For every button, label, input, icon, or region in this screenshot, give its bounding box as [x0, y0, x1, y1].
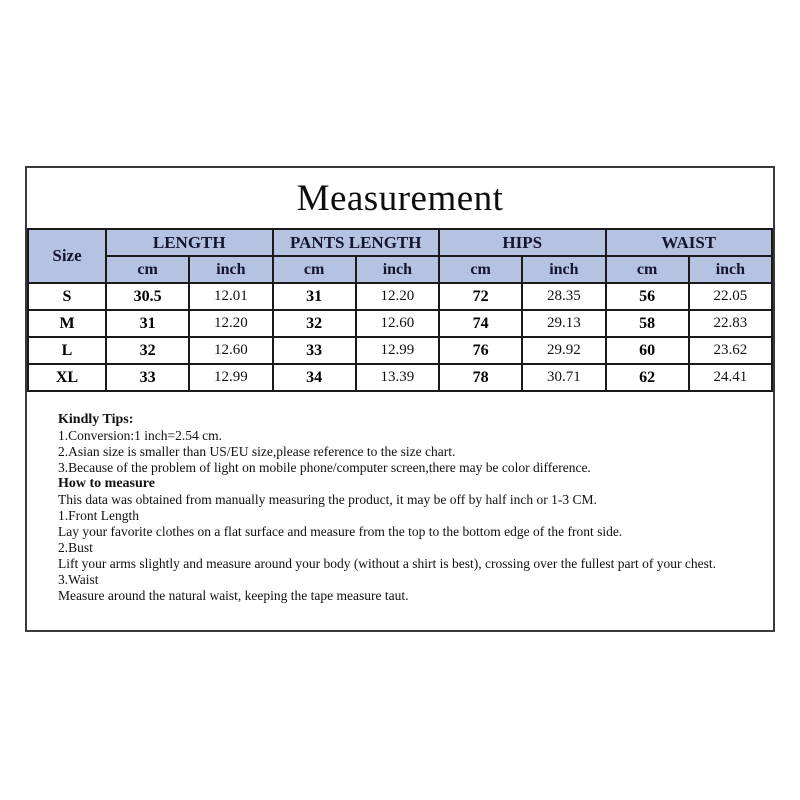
unit-header-cm: cm [273, 256, 356, 283]
pants-length-cm: 34 [273, 364, 356, 391]
pants-length-inch: 12.20 [356, 283, 439, 310]
unit-header-inch: inch [356, 256, 439, 283]
size-label: XL [28, 364, 106, 391]
hips-cm: 74 [439, 310, 522, 337]
col-header-hips: HIPS [439, 229, 606, 256]
length-inch: 12.99 [189, 364, 272, 391]
hips-cm: 72 [439, 283, 522, 310]
col-header-size: Size [28, 229, 106, 283]
length-cm: 33 [106, 364, 189, 391]
measure-bust-desc: Lift your arms slightly and measure around your body (without a shirt is best), crossing over the fullest part of your chest. [58, 556, 716, 571]
waist-inch: 22.05 [689, 283, 772, 310]
group-header-row [28, 229, 772, 256]
pants-length-cm: 32 [273, 310, 356, 337]
measure-waist: 3.Waist [58, 572, 99, 587]
hips-inch: 29.13 [522, 310, 605, 337]
size-table-header [28, 229, 772, 283]
length-cm: 31 [106, 310, 189, 337]
hips-inch: 28.35 [522, 283, 605, 310]
pants-length-inch: 13.39 [356, 364, 439, 391]
measure-front-length: 1.Front Length [58, 508, 139, 523]
hips-cm: 76 [439, 337, 522, 364]
waist-cm: 56 [606, 283, 689, 310]
table-row-l [28, 337, 772, 364]
hips-inch: 30.71 [522, 364, 605, 391]
measure-disclaimer: This data was obtained from manually measuring the product, it may be off by half inch or 1-3 CM. [58, 492, 597, 507]
length-inch: 12.20 [189, 310, 272, 337]
length-cm: 30.5 [106, 283, 189, 310]
unit-header-inch: inch [522, 256, 605, 283]
measure-front-length-desc: Lay your favorite clothes on a flat surface and measure from the top to the bottom edge of the front side. [58, 524, 623, 539]
size-label: L [28, 337, 106, 364]
unit-header-cm: cm [439, 256, 522, 283]
tip-asian-size: 2.Asian size is smaller than US/EU size,please reference to the size chart. [58, 444, 456, 459]
tip-color-difference: 3.Because of the problem of light on mobile phone/computer screen,there may be color difference. [58, 460, 591, 475]
pants-length-cm: 31 [273, 283, 356, 310]
col-header-waist: WAIST [606, 229, 773, 256]
waist-inch: 22.83 [689, 310, 772, 337]
length-cm: 32 [106, 337, 189, 364]
unit-header-inch: inch [189, 256, 272, 283]
unit-header-cm: cm [606, 256, 689, 283]
table-row-m [28, 310, 772, 337]
kindly-tips-heading: Kindly Tips: [58, 412, 134, 427]
how-to-measure-heading: How to measure [58, 476, 155, 491]
unit-header-inch: inch [689, 256, 772, 283]
panel-title: Measurement [296, 177, 504, 219]
pants-length-inch: 12.99 [356, 337, 439, 364]
hips-cm: 78 [439, 364, 522, 391]
waist-cm: 60 [606, 337, 689, 364]
length-inch: 12.01 [189, 283, 272, 310]
unit-header-cm: cm [106, 256, 189, 283]
tips-section [27, 392, 773, 604]
waist-cm: 62 [606, 364, 689, 391]
size-label: S [28, 283, 106, 310]
measure-bust: 2.Bust [58, 540, 93, 555]
waist-cm: 58 [606, 310, 689, 337]
measure-waist-desc: Measure around the natural waist, keeping the tape measure taut. [58, 588, 409, 603]
pants-length-cm: 33 [273, 337, 356, 364]
size-table [27, 228, 773, 392]
waist-inch: 24.41 [689, 364, 772, 391]
col-header-length: LENGTH [106, 229, 273, 256]
col-header-pants-length: PANTS LENGTH [273, 229, 440, 256]
table-row-xl [28, 364, 772, 391]
length-inch: 12.60 [189, 337, 272, 364]
unit-header-row [28, 256, 772, 283]
pants-length-inch: 12.60 [356, 310, 439, 337]
size-label: M [28, 310, 106, 337]
table-row-s [28, 283, 772, 310]
hips-inch: 29.92 [522, 337, 605, 364]
tip-conversion: 1.Conversion:1 inch=2.54 cm. [58, 428, 222, 443]
measurement-panel [25, 166, 775, 632]
waist-inch: 23.62 [689, 337, 772, 364]
